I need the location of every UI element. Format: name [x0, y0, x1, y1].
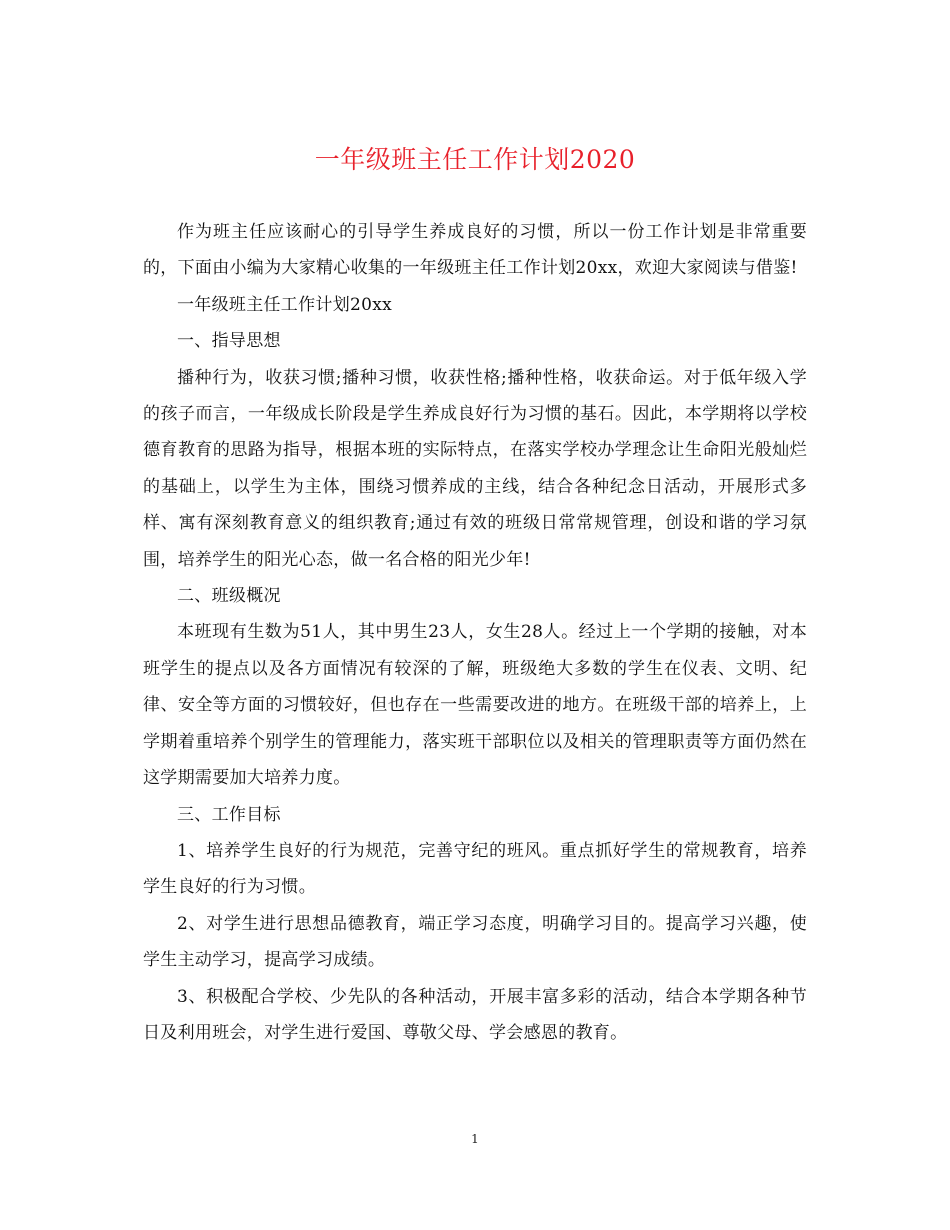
class-overview-paragraph: 本班现有生数为51人，其中男生23人，女生28人。经过上一个学期的接触，对本班学生的提点以及各方面情况有较深的了解，班级绝大多数的学生在仪表、文明、纪律、安全等方面的习惯较好，但也存在一些需要改进的地方。在班级干部的培养上，上学期着重培养个别学生的管理能力，落实班干部职位以及相关的管理职责等方面仍然在这学期需要加大培养力度。: [143, 622, 807, 789]
document-title: 一年级班主任工作计划2020: [314, 145, 636, 174]
document-body: [143, 214, 807, 1051]
goal-item-3: 3、积极配合学校、少先队的各种活动，开展丰富多彩的活动，结合本学期各种节日及利用班会，对学生进行爱国、尊敬父母、学会感恩的教育。: [143, 986, 807, 1043]
intro-paragraph: 作为班主任应该耐心的引导学生养成良好的习惯，所以一份工作计划是非常重要的，下面由小编为大家精心收集的一年级班主任工作计划20xx，欢迎大家阅读与借鉴!: [143, 222, 807, 279]
guiding-idea-paragraph: 播种行为，收获习惯;播种习惯，收获性格;播种性格，收获命运。对于低年级入学的孩子而言，一年级成长阶段是学生养成良好行为习惯的基石。因此，本学期将以学校德育教育的思路为指导，根据本班的实际特点，在落实学校办学理念让生命阳光般灿烂的基础上，以学生为主体，围绕习惯养成的主线，结合各种纪念日活动，开展形式多样、寓有深刻教育意义的组织教育;通过有效的班级日常常规管理，创设和谐的学习氛围，培养学生的阳光心态，做一名合格的阳光少年!: [143, 367, 807, 570]
page-number: 1: [471, 1132, 479, 1146]
section-heading-class-overview: 二、班级概况: [177, 586, 281, 607]
section-heading-work-goals: 三、工作目标: [177, 804, 281, 825]
subtitle-paragraph: 一年级班主任工作计划20xx: [177, 294, 393, 315]
goal-item-1: 1、培养学生良好的行为规范，完善守纪的班风。重点抓好学生的常规教育，培养学生良好的行为习惯。: [143, 840, 807, 898]
goal-item-2: 2、对学生进行思想品德教育，端正学习态度，明确学习目的。提高学习兴趣，使学生主动学习，提高学习成绩。: [143, 913, 807, 971]
section-heading-guiding-idea: 一、指导思想: [177, 331, 281, 352]
